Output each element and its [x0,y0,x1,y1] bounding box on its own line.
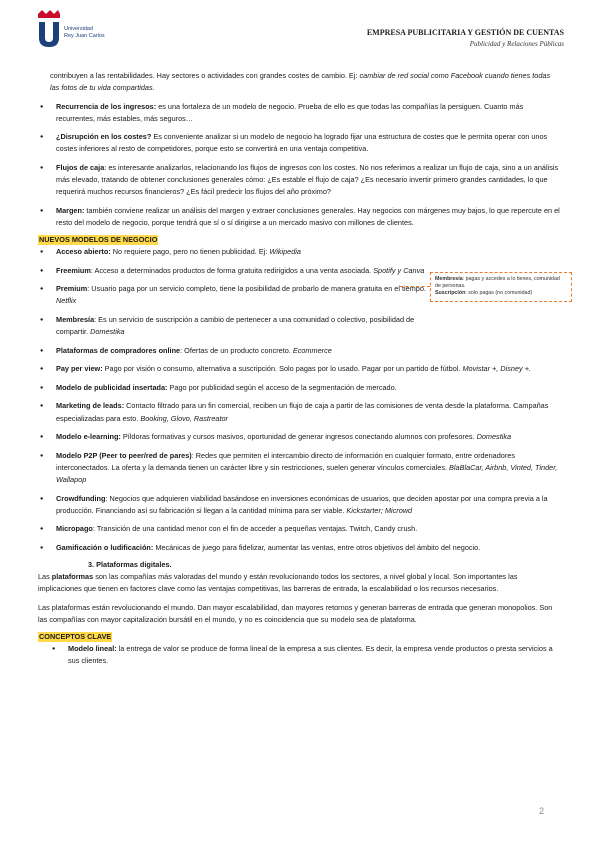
list-item-text: : Es un servicio de suscripción a cambio de pertenecer a una comunidad o colectivo, posibilidad de compartir. [56,315,415,337]
list-item [38,283,428,307]
document-subtitle: Publicidad y Relaciones Públicas [469,40,564,48]
list-item-text: : Usuario paga por un servicio completo, tiene la posibilidad de probarlo de manera gratuita en el tiempo. [87,284,426,294]
list-item-text: Pago por visión o consumo, alternativa a suscripción. Solo pagas por lo usado. Pagar por un partido de fútbol. [102,364,463,374]
list-item [38,450,560,486]
list-item-text: : es interesante analizarlos, relacionando los flujos de ingresos con los costes. No nos referimos a realizar un flujo de caja, sino a un análisis más elevado, tratando de obtener conclusiones generales cómo: ¿Es estable el flujo de caja? ¿Es necesario invertir primero grandes cantidades, lo que requerirá muchos recursos financieros? ¿Es fácil predecir los flujos del año próximo? [56,163,559,197]
list-item-example: Kickstarter; Microwd [346,505,413,515]
list-item-text: : Redes que permiten el intercambio directo de información en cualquier formato, entre ordenadores interconectados. La oferta y la demanda tienen un carácter libre y sin restricciones, suelen generar vínculos comerciales. [56,450,515,472]
university-crest-icon [36,10,62,48]
list-item [38,523,560,535]
platforms-p1-prefix: Las [38,572,52,581]
list-item-example: Ecommerce [292,345,332,355]
list-item-text: también conviene realizar un análisis del margen y extraer conclusiones generales. Hay negocios con márgenes muy bajos, lo que repercute en el resto del modelo de negocio, porque tendrá que sí o sí dirigirse a un mercado masivo con millones de clientes. [56,205,560,227]
list-item-label: Gamificación o ludificación: [56,542,154,552]
university-logo [36,10,126,48]
logo-text-line1: Universidad [64,26,94,32]
list-item-label: ¿Disrupción en los costes? [56,132,152,142]
list-item-text: : Transición de una cantidad menor con el fin de acceder a pequeñas ventajas. Twitch, Candy crush. [92,524,418,534]
section-heading-platforms: 3. Plataformas digitales. [88,559,172,569]
platforms-p1-bold: plataformas [51,572,94,581]
list-item-example: Netflix [56,296,77,306]
list-item-text: la entrega de valor se produce de forma lineal de la empresa a sus clientes. Es decir, la empresa vende productos o presta servicios a sus clientes. [68,643,553,666]
content-body [38,70,560,667]
intro-paragraph [38,70,560,94]
list-item-example: Movistar +, Disney +. [462,364,531,374]
list-item-text: : Ofertas de un producto concreto. [180,345,293,355]
list-item-text: Contacto filtrado para un fin comercial, reciben un flujo de caja a partir de las comisiones de venta desde la plataforma. Campañas especializadas para esto. [56,401,549,423]
list-item-example: Domestika [90,327,125,337]
logo-text-line2: Rey Juan Carlos [64,33,105,39]
list-item-label: Modelo lineal: [68,643,117,653]
list-item-text: Pago por publicidad según el acceso de la segmentación de mercado. [167,382,397,392]
list-item-label: Plataformas de compradores online [56,345,181,355]
list-item-text: : Negocios que adquieren viabilidad basándose en inversiones económicas de usuarios, que deciden apostar por una compra previa a la producción. Financiando así su fabricación si llegan a la cantidad mínima para ser viable. [56,493,548,515]
list-item-label: Margen: [56,205,85,215]
list-item-text: No requiere pago, pero no tienen publicidad. Ej: [110,247,270,257]
list-item-example: Wikipedia [269,247,301,257]
comment-text-1: : pagas y accedes a lo tienes, comunidad de personas. [435,276,560,290]
list-item-label: Pay per view: [56,364,103,374]
list-item-label: Micropago [56,524,93,534]
platforms-p1-text: son las compañías más valoradas del mundo y están revolucionando todos los sectores, a nivel global y local. Son importantes las implicaciones que tienen en factores clave como las ventajas competitivas, las barreras de entrada, la escalabilidad o los recursos necesarios. [38,572,518,594]
list-item-text: Mecánicas de juego para fidelizar, aumentar las ventas, entre otros objetivos del ámbito del negocio. [153,542,481,552]
list-item [50,643,560,667]
document-title: EMPRESA PUBLICITARIA Y GESTIÓN DE CUENTAS [366,28,564,37]
list-item [38,162,560,198]
section-heading-concepts: CONCEPTOS CLAVE [39,631,112,641]
list-item [38,382,560,394]
comment-label-1: Membresía [435,276,463,282]
list-item [38,400,560,424]
list-item [38,101,560,125]
concepts-list [38,643,560,667]
list-item-text: Píldoras formativas y cursos masivos, oportunidad de generar ingresos conectando alumnos con profesores. [120,432,477,442]
list-item-example: Spotify y Canva [373,265,425,275]
margin-comment [430,272,572,302]
list-item-example: BlaBlaCar, Airbnb, Vinted, Tinder, Wallapop [56,462,558,484]
comment-line-2 [435,290,567,297]
list-item [38,314,428,338]
list-item-text: Es conveniente analizar si un modelo de negocio ha logrado fijar una estructura de costes que le permita operar con unos costes inferiores al resto de competidores, porque esto se convertirá en una ventaja competitiva. [56,132,548,154]
list-item-label: Marketing de leads: [56,401,125,411]
list-item [38,246,560,258]
list-item-label: Modelo de publicidad insertada: [56,382,168,392]
platforms-paragraph-2: Las plataformas están revolucionando el mundo. Dan mayor escalabilidad, dan mayores retornos y generan barreras de entrada que generan monopolios. Son las compañías con mayor capitalización bursátil en el mundo, y no es coincidencia que su modelo sea de plataforma. [38,602,553,624]
list-item-label: Premium [56,284,88,294]
list-item [38,205,560,229]
list-item-label: Modelo P2P (Peer to peer/red de pares) [56,450,192,460]
list-item-label: Acceso abierto: [56,247,111,257]
list-item-example: Booking, Glovo, Rastreator [140,413,228,423]
platforms-paragraph-1 [38,571,560,595]
list-item [38,542,560,554]
list-item [38,345,560,357]
list-item-label: Membresía [56,315,95,324]
list-item-label: Modelo e-learning: [56,432,121,442]
list-item-label: Recurrencia de los ingresos: [56,101,157,111]
list-item-label: Crowdfunding [56,493,106,503]
list-item [38,493,560,517]
page-number: 2 [538,806,544,816]
list-item-label: Flujos de caja [56,163,105,173]
list-item [38,363,560,375]
bullet-list-1 [38,101,560,229]
comment-line-1 [435,276,567,290]
list-item-text: es una fortaleza de un modelo de negocio. Prueba de ello es que todas las compañías la persiguen. Cuanto más recurrentes, más estables, más seguros… [56,101,524,123]
intro-text: contribuyen a las rentabilidades. Hay sectores o actividades con grandes costes de cambio. Ej: [50,71,360,80]
comment-connector [400,286,430,287]
comment-text-2: : solo pagas (no comunidad) [465,290,533,297]
list-item-label: Freemium [56,265,91,275]
intro-example: cambiar de red social como Facebook cuando tienes todas las fotos de tu vida compartidas. [50,71,551,93]
section-heading-models: NUEVOS MODELOS DE NEGOCIO [39,235,158,245]
comment-label-2: Suscripción [435,290,466,297]
list-item-example: Domestika [476,432,512,442]
list-item-text: : Acceso a determinados productos de forma gratuita redirigidos a una venta asociada. [90,265,374,275]
list-item [38,131,560,155]
list-item [38,431,560,443]
